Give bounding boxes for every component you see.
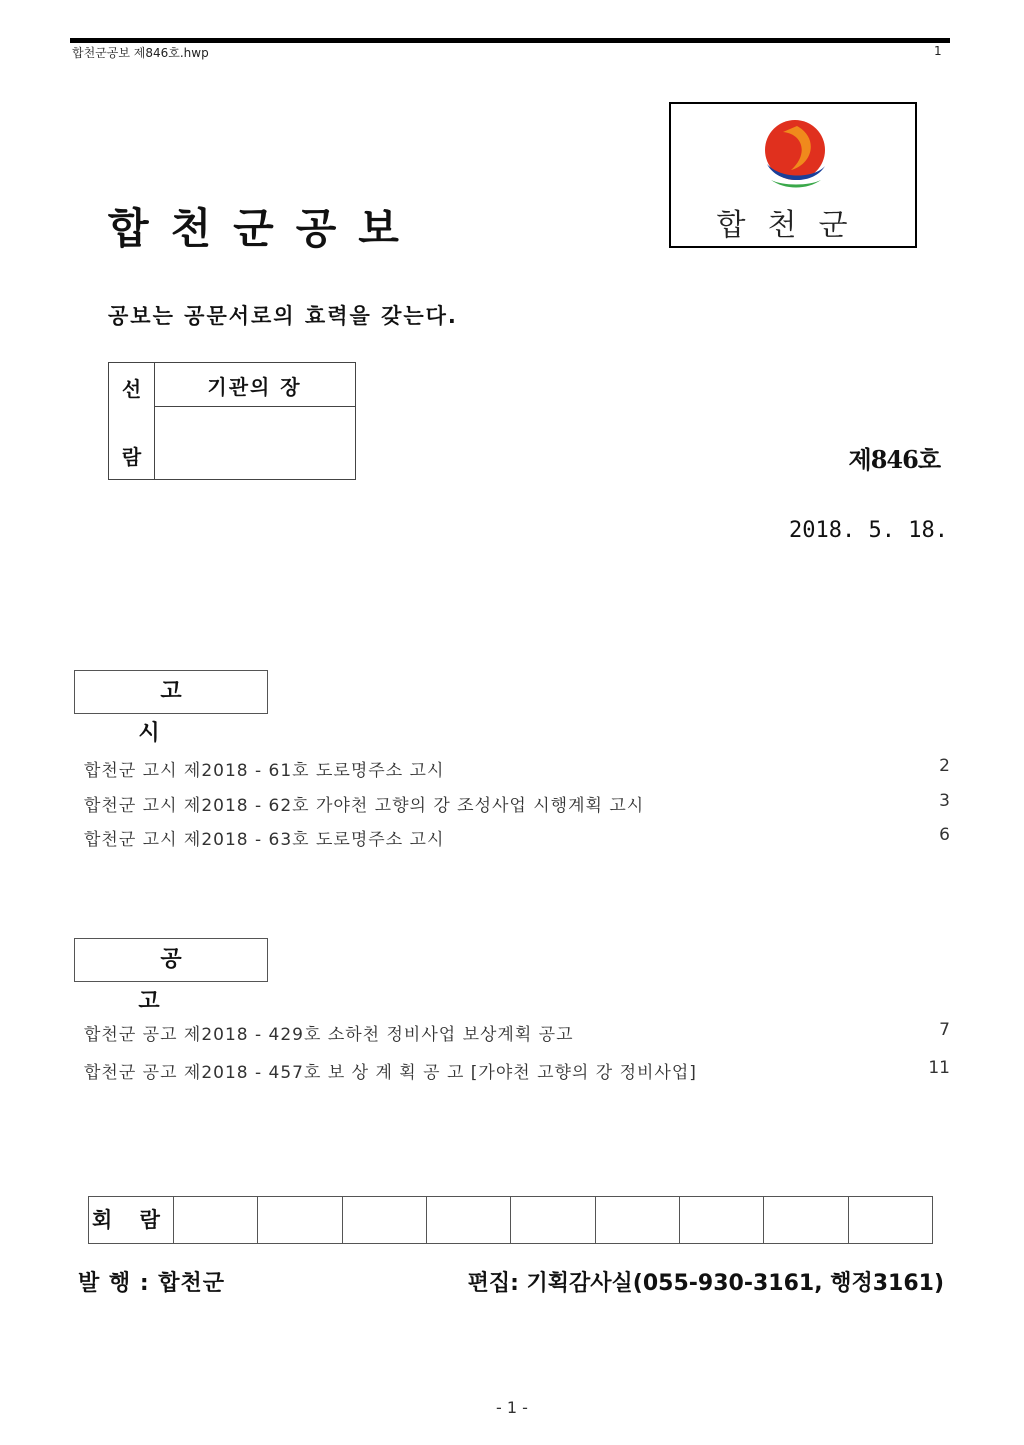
hoeram-cell	[174, 1197, 258, 1243]
header-filename: 합천군공보 제846호.hwp	[72, 46, 209, 60]
logo-text: 합천군	[716, 208, 870, 243]
sunram-label-bottom: 람	[121, 445, 142, 469]
page-title: 합천군공보	[108, 204, 421, 253]
list-item-page: 2	[939, 756, 950, 776]
list-item-page: 11	[928, 1058, 950, 1078]
hoeram-table	[88, 1196, 933, 1244]
hoeram-cell	[427, 1197, 511, 1243]
section-title-gosi: 고 시	[74, 670, 268, 714]
issue-number: 제846호	[848, 445, 940, 474]
list-item: 합천군 고시 제2018 - 61호 도로명주소 고시	[84, 761, 445, 781]
hoeram-cell	[343, 1197, 427, 1243]
publisher: 발 행 : 합천군	[78, 1271, 226, 1296]
top-rule	[70, 38, 950, 43]
hoeram-label: 회 람	[89, 1197, 174, 1243]
logo-box	[669, 102, 917, 248]
hapcheon-emblem-icon	[753, 114, 837, 204]
list-item-page: 7	[939, 1020, 950, 1040]
footer-page-number: - 1 -	[496, 1398, 528, 1417]
hoeram-cell	[849, 1197, 932, 1243]
list-item: 합천군 공고 제2018 - 457호 보 상 계 획 공 고 [가야천 고향의 강 정비사업]	[84, 1063, 697, 1083]
hoeram-cell	[511, 1197, 595, 1243]
header-page-number: 1	[934, 44, 942, 58]
sunram-label-top: 선	[121, 377, 142, 401]
list-item-page: 6	[939, 825, 950, 845]
motto: 공보는 공문서로의 효력을 갖는다.	[108, 304, 458, 328]
hoeram-cell	[680, 1197, 764, 1243]
sunram-table	[108, 362, 356, 480]
list-item: 합천군 공고 제2018 - 429호 소하천 정비사업 보상계획 공고	[84, 1025, 574, 1045]
list-item-page: 3	[939, 791, 950, 811]
sunram-header: 기관의 장	[207, 375, 302, 399]
list-item: 합천군 고시 제2018 - 63호 도로명주소 고시	[84, 830, 445, 850]
section-title-gonggo: 공 고	[74, 938, 268, 982]
list-item: 합천군 고시 제2018 - 62호 가야천 고향의 강 조성사업 시행계획 고시	[84, 796, 645, 816]
hoeram-cell	[258, 1197, 342, 1243]
editor-contact: 편집: 기획감사실(055-930-3161, 행정3161)	[467, 1271, 944, 1296]
hoeram-cell	[764, 1197, 848, 1243]
issue-date: 2018. 5. 18.	[789, 518, 948, 543]
hoeram-cell	[596, 1197, 680, 1243]
